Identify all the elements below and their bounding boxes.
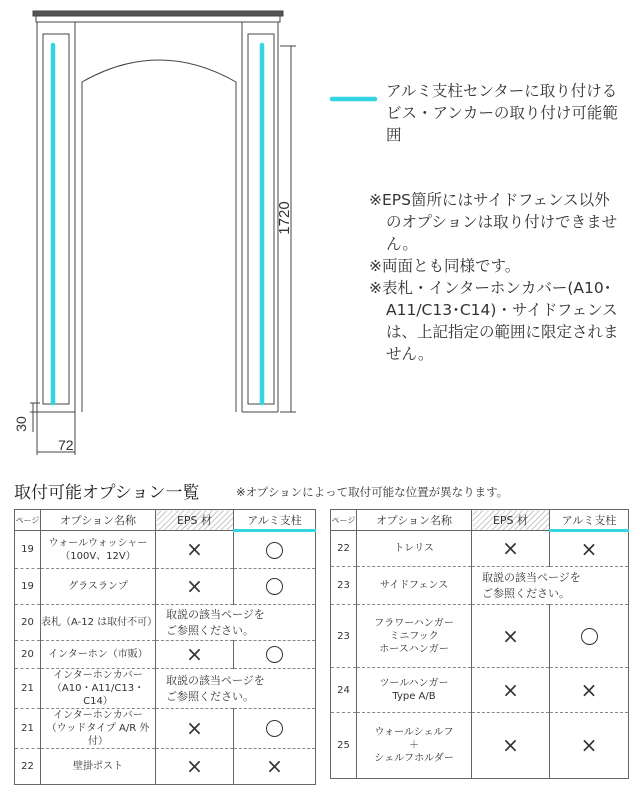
note-exceptions: ※表札・インターホンカバー(A10･A11/C13･C14)・サイドフェンスは、上記指定の範囲に限定されません。 xyxy=(369,279,619,363)
row-option-name: 表札（A-12 は取付不可） xyxy=(41,605,156,641)
table-row xyxy=(15,641,316,669)
row-option-name: 壁掛ポスト xyxy=(41,749,156,785)
row-page: 20 xyxy=(15,605,41,641)
col-header-page: ページ xyxy=(331,510,357,531)
row-option-name: サイドフェンス xyxy=(357,567,472,605)
alum-circle-icon xyxy=(581,628,598,645)
row-eps-mark xyxy=(156,749,234,785)
row-alum-mark xyxy=(234,709,316,749)
alum-circle-icon xyxy=(266,578,283,595)
row-option-name: インターホンカバー （A10・A11/C13・C14） xyxy=(41,669,156,709)
alum-cross-icon: × xyxy=(580,733,598,757)
table-row xyxy=(331,668,629,713)
col-header-alum: アルミ支柱 xyxy=(550,510,629,531)
row-alum-mark xyxy=(550,668,629,713)
table-row xyxy=(15,605,316,641)
dim-base-label: 30 xyxy=(13,416,29,432)
eps-cross-icon: × xyxy=(502,623,519,648)
eps-cross-icon: × xyxy=(186,716,203,740)
row-page: 23 xyxy=(331,567,357,605)
row-page: 24 xyxy=(331,668,357,713)
table-row xyxy=(15,709,316,749)
note-both-sides: ※両面とも同様です。 xyxy=(369,257,521,275)
row-option-name: インターホン（市販） xyxy=(41,641,156,669)
eps-cross-icon: × xyxy=(502,733,519,757)
row-eps-mark xyxy=(472,668,550,713)
row-option-name: ウォールウォッシャー （100V、12V） xyxy=(41,531,156,569)
row-option-name: ツールハンガー Type A/B xyxy=(357,668,472,713)
row-page: 21 xyxy=(15,669,41,709)
table-row xyxy=(331,531,629,567)
row-option-name: フラワーハンガー ミニフック ホースハンガー xyxy=(357,605,472,668)
col-header-alum: アルミ支柱 xyxy=(234,510,316,531)
section-title: 取付可能オプション一覧 xyxy=(14,483,200,503)
alum-cross-icon: × xyxy=(266,754,283,778)
col-header-page: ページ xyxy=(15,510,41,531)
eps-cross-icon: × xyxy=(186,754,203,778)
row-eps-mark xyxy=(156,709,234,749)
row-page: 23 xyxy=(331,605,357,668)
row-eps-mark xyxy=(156,531,234,569)
row-alum-mark xyxy=(234,569,316,605)
alum-cross-icon: × xyxy=(580,536,598,561)
table-row xyxy=(15,749,316,785)
section-note: ※オプションによって取付可能な位置が異なります。 xyxy=(236,485,509,499)
row-alum-mark xyxy=(234,749,316,785)
row-note: 取説の該当ページを ご参照ください。 xyxy=(156,669,316,709)
table-row xyxy=(15,531,316,569)
row-alum-mark xyxy=(550,713,629,779)
row-page: 25 xyxy=(331,713,357,779)
row-eps-mark xyxy=(156,641,234,669)
row-eps-mark xyxy=(472,531,550,567)
table-row xyxy=(15,669,316,709)
table-row xyxy=(15,569,316,605)
table-row xyxy=(331,567,629,605)
row-alum-mark xyxy=(550,605,629,668)
row-option-name: ウォールシェルフ ＋ シェルフホルダー xyxy=(357,713,472,779)
alum-circle-icon xyxy=(266,720,283,737)
eps-cross-icon: × xyxy=(186,574,203,598)
row-page: 21 xyxy=(15,709,41,749)
dim-width-label: 72 xyxy=(58,437,74,453)
table-row xyxy=(331,713,629,779)
row-page: 22 xyxy=(15,749,41,785)
col-header-name: オプション名称 xyxy=(357,510,472,531)
table-row xyxy=(331,605,629,668)
row-option-name: グラスランプ xyxy=(41,569,156,605)
col-header-name: オプション名称 xyxy=(41,510,156,531)
notes-block xyxy=(369,189,625,365)
dim-height-label: 1720 xyxy=(276,201,293,235)
row-note: 取説の該当ページを ご参照ください。 xyxy=(472,567,629,605)
eps-cross-icon: × xyxy=(502,536,519,560)
row-note: 取説の該当ページを ご参照ください。 xyxy=(156,605,316,641)
eps-cross-icon: × xyxy=(502,677,519,702)
options-table-left xyxy=(14,509,316,785)
alum-cross-icon: × xyxy=(580,677,598,702)
row-page: 19 xyxy=(15,569,41,605)
eps-cross-icon: × xyxy=(186,642,203,666)
row-page: 22 xyxy=(331,531,357,567)
row-eps-mark xyxy=(156,569,234,605)
row-option-name: トレリス xyxy=(357,531,472,567)
row-alum-mark xyxy=(234,641,316,669)
row-alum-mark xyxy=(550,531,629,567)
row-page: 19 xyxy=(15,531,41,569)
options-table-right xyxy=(330,509,629,779)
col-header-eps: EPS 材 xyxy=(156,510,234,531)
row-eps-mark xyxy=(472,605,550,668)
row-alum-mark xyxy=(234,531,316,569)
row-eps-mark xyxy=(472,713,550,779)
row-page: 20 xyxy=(15,641,41,669)
note-eps: ※EPS箇所にはサイドフェンス以外のオプションは取り付けできません。 xyxy=(369,191,618,253)
row-option-name: インターホンカバー （ウッドタイプ A/R 外付） xyxy=(41,709,156,749)
legend-text: アルミ支柱センターに取り付けるビス・アンカーの取り付け可能範囲 xyxy=(386,82,618,144)
alum-circle-icon xyxy=(266,542,283,559)
eps-cross-icon: × xyxy=(186,537,203,561)
alum-circle-icon xyxy=(266,646,283,663)
col-header-eps: EPS 材 xyxy=(472,510,550,531)
